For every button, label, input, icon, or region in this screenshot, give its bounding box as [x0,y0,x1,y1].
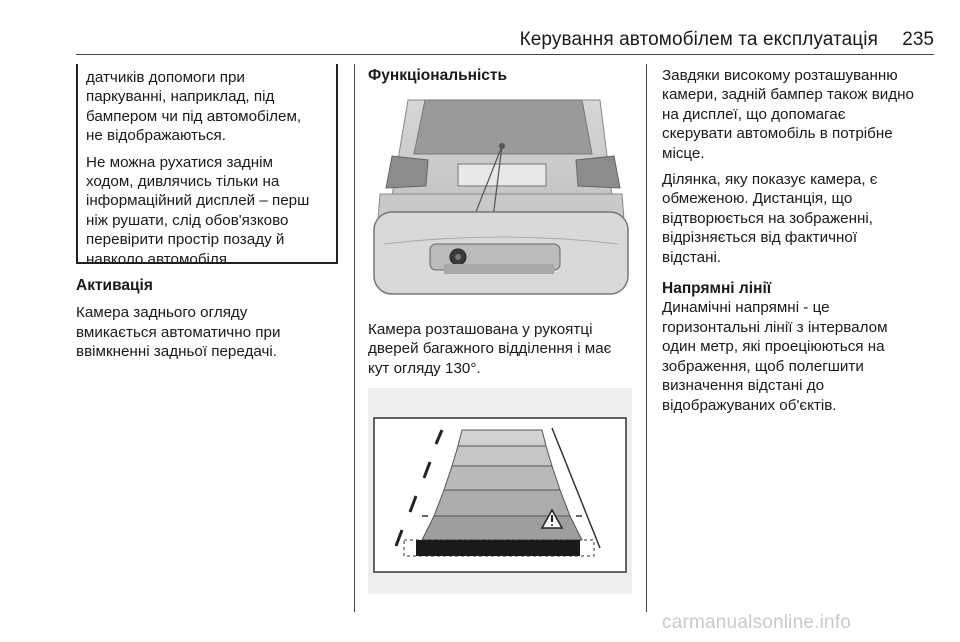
caption-text [368,320,643,378]
right-paragraph-2 [662,170,947,267]
note-line: не відображаються. [86,127,226,145]
text-line: обмеженою. Дистанція, що [662,190,853,208]
column-divider-left [354,64,355,612]
note-line: Не можна рухатися заднім [86,153,273,171]
text-line: один метр, які проеціюються на [662,338,885,356]
note-line: ходом, дивлячись тільки на [86,173,280,191]
text-line: місце. [662,144,705,162]
text-line: камери, задній бампер також видно [662,86,914,104]
note-line: інформаційний дисплей – перш [86,192,310,210]
note-line: ніж рушати, слід обов'язково [86,211,289,229]
column-divider-right [646,64,647,612]
caption-line: дверей багажного відділення і має [368,340,612,358]
note-paragraph-2 [86,153,336,269]
caption-line: кут огляду 130°. [368,359,481,377]
functionality-heading: Функціональність [368,67,508,84]
text-line: відстані. [662,248,722,266]
activation-section [76,276,346,369]
note-line: паркуванні, наприклад, під [86,88,275,106]
text-line: горизонтальні лінії з інтервалом [662,318,888,336]
page-header-title: Керування автомобілем та експлуатація [519,29,878,50]
text-line: Завдяки високому розташуванню [662,67,898,84]
note-line: датчиків допомоги при [86,69,245,86]
guidelines-heading: Напрямні лінії [662,280,772,298]
text-line: Ділянка, яку показує камера, є [662,171,878,189]
activation-text [76,303,346,361]
caution-note-box [76,64,338,268]
text-line: скерувати автомобіль в потрібне [662,125,893,143]
page-number: 235 [902,29,934,50]
activation-line: Камера заднього огляду [76,304,248,322]
activation-line: вмикається автоматично при [76,323,281,341]
header-rule [76,54,934,55]
activation-heading: Активація [76,277,153,294]
text-line: Динамічні напрямні - це [662,299,830,317]
caption-line: Камера розташована у рукоятці [368,321,593,338]
footer-watermark: carmanualsonline.info [662,612,852,633]
camera-display-illustration [368,388,632,594]
note-paragraph-1 [86,68,336,146]
text-line: відрізняється від фактичної [662,229,858,247]
activation-line: ввімкненні задньої передачі. [76,343,277,361]
text-line: відтворюється на зображенні, [662,209,873,227]
text-line: визначення відстані до [662,377,825,395]
note-line: бампером чи під автомобілем, [86,107,302,125]
right-column [662,66,947,422]
camera-caption [368,320,643,385]
text-line: відображуваних об'єктів. [662,396,837,414]
guidelines-text [662,298,947,414]
note-line: перевірити простір позаду й [86,231,285,249]
text-line: на дисплеї, що допомагає [662,105,846,123]
rear-camera-illustration [370,94,632,312]
note-line: навколо автомобіля. [86,250,232,268]
right-paragraph-1 [662,66,947,163]
text-line: зображення, щоб полегшити [662,357,864,375]
